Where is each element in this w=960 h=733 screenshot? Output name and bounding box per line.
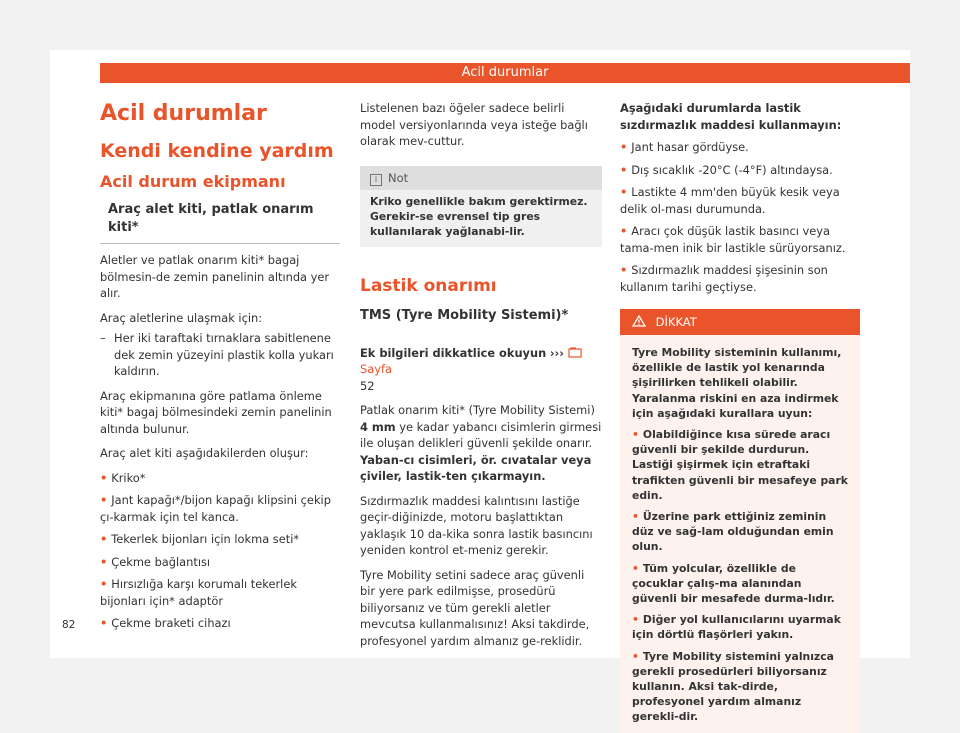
topic-title: TMS (Tyre Mobility Sistemi)* xyxy=(360,307,569,323)
note-body: Kriko genellikle bakım gerektirmez. Gerekir-se evrensel tip gres kullanılarak yağlanabi-lir. xyxy=(370,194,588,238)
warning-intro: Tyre Mobility sisteminin kullanımı, özellikle de lastik yol kenarında şişirilirken tehlikeli olabilir. Yaralanma riskini en aza indirmek için aşağıdaki kurallara uyun: xyxy=(632,346,842,420)
warning-header xyxy=(620,309,860,335)
list-item: • Kriko* xyxy=(100,470,340,487)
list-item: • Lastikte 4 mm'den büyük kesik veya delik ol-ması durumunda. xyxy=(620,184,860,217)
list-item: • Jant hasar gördüyse. xyxy=(620,139,860,156)
paragraph: Sızdırmazlık maddesi kalıntısını lastiğe geçir-diğinizde, motoru başlattıktan yaklaşık 10 da-kika sonra lastik basıncını yeniden kontrol et-meniz gerekir. xyxy=(360,493,593,557)
warning-body xyxy=(620,335,860,733)
reference-line xyxy=(360,345,602,395)
column-middle xyxy=(360,96,602,649)
subsection-title: Acil durum ekipmanı xyxy=(100,172,286,191)
paragraph-bold: 4 mm xyxy=(360,419,396,434)
list-item: • Sızdırmazlık maddesi şişesinin son kullanım tarihi geçtiyse. xyxy=(620,262,860,295)
reference-text: Ek bilgileri dikkatlice okuyun xyxy=(360,345,547,360)
paragraph-part: ye kadar yabancı cisimlerin girmesi ile oluşan delikleri güvenli şekilde onarır. xyxy=(360,419,602,450)
warning-item: • Tyre Mobility sistemini yalnızca gerekli prosedürleri biliyorsanız kullanın. Aksi tak-dirde, profesyonel yardım almanız gerekli-dir. xyxy=(632,649,848,725)
paragraph: Tyre Mobility setini sadece araç güvenli bir yere park edilmişse, prosedürü biliyorsanız ve tüm gerekli aletler mevcutsa kullanmalısınız! Aksi takdirde, profesyonel yardım almanız ge-reklidir. xyxy=(360,567,590,648)
manual-page xyxy=(50,50,910,724)
column-left xyxy=(100,96,340,632)
paragraph: Araç alet kiti aşağıdakilerden oluşur: xyxy=(100,446,309,460)
list-item: • Hırsızlığa karşı korumalı tekerlek bijonları için* adaptör xyxy=(100,576,340,609)
paragraph: Araç aletlerine ulaşmak için: xyxy=(100,310,263,325)
warning-item: • Olabildiğince kısa sürede aracı güvenli bir şekilde durdurun. Lastiği şişirmek için etraftaki trafikten güvenli bir mesafeye park edin. xyxy=(632,427,848,503)
dash-item: – Her iki taraftaki tırnaklara sabitlenene dek zemin yüzeyini plastik kolla yukarı kaldırın. xyxy=(100,330,340,380)
column-right xyxy=(620,96,860,733)
paragraph: Araç ekipmanına göre patlama önleme kiti* bagaj bölmesindeki zemin panelinin altında bulunur. xyxy=(100,388,332,436)
warning-box xyxy=(620,309,860,733)
paragraph-bold: Yaban-cı cisimleri, ör. cıvatalar veya çiviler, lastik-ten çıkarmayın. xyxy=(360,452,592,483)
list-item: • Aracı çok düşük lastik basıncı veya tama-men inik bir lastikle sürüyorsanız. xyxy=(620,223,860,256)
list-item: • Çekme braketi cihazı xyxy=(100,615,340,632)
warning-item: • Üzerine park ettiğiniz zeminin düz ve sağ-lam olduğundan emin olun. xyxy=(632,509,848,555)
note-header xyxy=(360,166,602,190)
reference-arrows: ››› xyxy=(549,345,564,360)
paragraph xyxy=(360,402,602,485)
list-item: • Çekme bağlantısı xyxy=(100,554,340,571)
warning-item: • Tüm yolcular, özellikle de çocuklar çalış-ma alanından güvenli bir mesafede durma-lıdır. xyxy=(632,561,848,607)
info-icon: i xyxy=(370,174,382,186)
note-box xyxy=(360,166,602,247)
note-title: Not xyxy=(388,170,409,185)
topic-title: Araç alet kiti, patlak onarım kiti* xyxy=(100,201,340,244)
warning-item: • Diğer yol kullanıcılarını uyarmak için dörtlü flaşörleri yakın. xyxy=(632,612,848,642)
page-reference-icon[interactable] xyxy=(568,346,582,360)
list-item: • Dış sıcaklık -20°C (-4°F) altındaysa. xyxy=(620,162,860,179)
paragraph-part: Patlak onarım kiti* (Tyre Mobility Sistemi) xyxy=(360,403,595,417)
page-reference-number: 52 xyxy=(360,378,375,393)
subsection-title: Lastik onarımı xyxy=(360,275,497,296)
paragraph: Aletler ve patlak onarım kiti* bagaj bölmesin-de zemin panelinin altında yer alır. xyxy=(100,253,330,300)
list-item: • Jant kapağı*/bijon kapağı klipsini çekip çı-karmak için tel kanca. xyxy=(100,492,340,525)
warning-title: DİKKAT xyxy=(655,315,697,329)
page-reference-label[interactable]: Sayfa xyxy=(360,362,392,376)
page-number: 82 xyxy=(62,619,76,631)
list-item: • Tekerlek bijonları için lokma seti* xyxy=(100,531,340,548)
paragraph: Listelenen bazı öğeler sadece belirli model versiyonlarında veya isteğe bağlı olarak mev-cuttur. xyxy=(360,101,588,148)
section-header-bar: Acil durumlar xyxy=(100,63,910,83)
list-heading: Aşağıdaki durumlarda lastik sızdırmazlık maddesi kullanmayın: xyxy=(620,101,842,132)
chapter-title: Acil durumlar xyxy=(100,101,267,126)
section-title: Kendi kendine yardım xyxy=(100,140,334,162)
warning-triangle-icon xyxy=(632,315,656,329)
